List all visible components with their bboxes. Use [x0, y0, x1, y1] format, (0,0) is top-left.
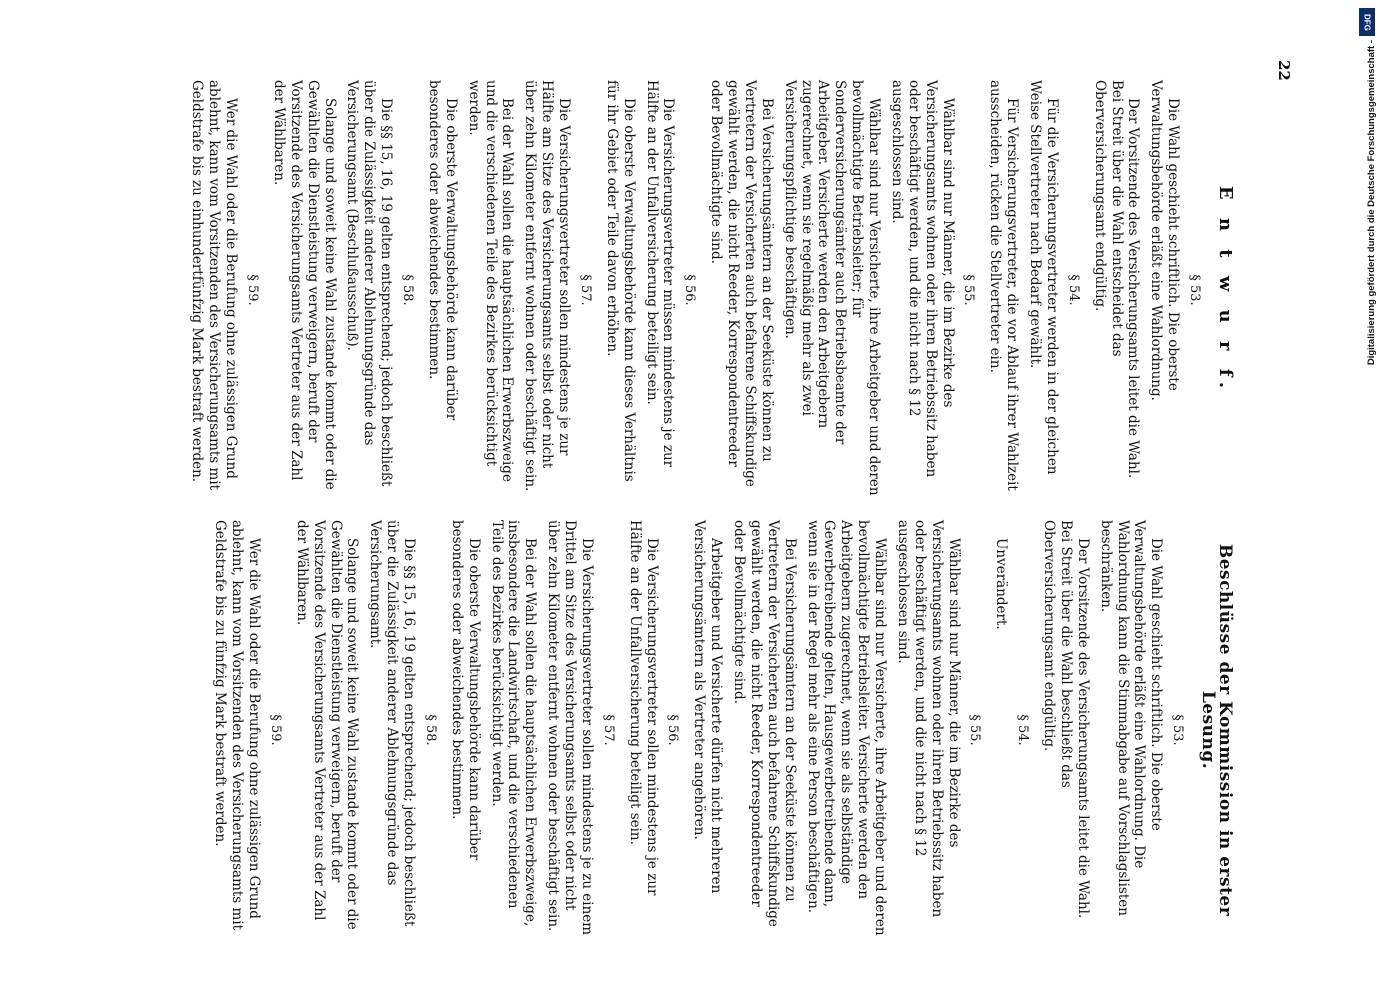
section-number: § 56. [682, 274, 698, 306]
commission-column [206, 520, 1234, 940]
section-number: § 56. [665, 714, 681, 746]
section-paragraph: Die §§ 15, 16, 19 gelten entsprechend; jedoch beschließt über die Zulässigkeit anderer Ablehnungsgründe das Versicherungsamt. [367, 520, 418, 927]
digitization-credit: Digitalisierung gefördert durch die Deutsche Forschungsgemeinschaft - [1366, 40, 1377, 366]
section-paragraph: Unverändert. [993, 538, 1010, 630]
section-paragraph: Für die Versicherungsvertreter werden in der gleichen Weise Stellvertreter nach Bedarf gewählt. [1027, 80, 1060, 475]
section-paragraph: Wählbar sind nur Versicherte, ihre Arbeitgeber und deren bevollmächtigte Betriebsleiter. Versicherte werden den Arbeitgebern zugerechnet, wenn sie als selbständige Gewerbetreibende gelten, Hausgewerbetreibende dann, wenn sie in der Regel mehr als eine Person beschäftigen. [804, 520, 889, 936]
section-paragraph: Die Versicherungsvertreter sollen mindestens je zu einem Drittel am Sitze des Versicherungsamts selbst oder nicht über zehn Kilometer entfernt wohnen oder beschäftigt sein. [545, 520, 595, 936]
section-paragraph: Wählbar sind nur Versicherte, ihre Arbeitgeber und deren bevollmächtigte Betriebsleiter; für Sonderversicherungsämter auch Betriebsbeamte der Arbeitgeber. Versicherte werden den Arbeitgebern zugerechnet, wenn sie regelmäßig mehr als zwei Versicherungspflichtige beschäftigen. [781, 80, 883, 496]
dfg-logo: DFG [1359, 8, 1375, 36]
section-paragraph: Bei der Wahl sollen die hauptsächlichen Erwerbszweige, insbesondere die Landwirtschaft, und die verschiedenen Teile des Bezirkes berücksichtigt werden. [488, 520, 539, 927]
section-paragraph: Die Wahl geschieht schriftlich. Die oberste Verwaltungsbehörde erläßt eine Wahlordnung. [1148, 80, 1182, 401]
section-paragraph: Die §§ 15, 16, 19 gelten entsprechend; jedoch beschließt über die Zulässigkeit anderer Ablehnungsgründe das Versicherungsamt (Beschlußausschuß). [344, 80, 395, 487]
page-number: 22 [1275, 60, 1293, 81]
section-paragraph: Bei Versicherungsämtern an der Seeküste können zu Vertretern der Versicherten auch befahrene Schiffskundige gewählt werden, die nicht Reeder, Korrespondentreeder oder Bevollmächtigte sind. [731, 520, 798, 927]
section-paragraph: Bei der Wahl sollen die hauptsächlichen Erwerbszweige und die verschiedenen Teile des Bezirkes berücksichtigt werden. [465, 80, 516, 482]
commission-heading: Beschlüsse der Kommission in erster Lesung. [1198, 543, 1235, 917]
section-number: § 57. [600, 714, 616, 746]
draft-column [183, 80, 1236, 500]
section-number: § 53. [1170, 714, 1186, 746]
section-number: § 58. [423, 714, 438, 746]
section-number: § 55. [967, 714, 983, 746]
section-paragraph: Für Versicherungsvertreter, die vor Ablauf ihrer Wahlzeit ausscheiden, rücken die Stellvertreter ein. [987, 80, 1021, 491]
section-number: § 58. [400, 274, 416, 306]
section-number: § 57. [578, 274, 593, 306]
section-paragraph: Die Versicherungsvertreter sollen mindestens je zur Hälfte an der Unfallversicherung beteiligt sein. [626, 520, 660, 896]
section-paragraph: Die oberste Verwaltungsbehörde kann darüber besonderes oder abweichendes bestimmen. [448, 520, 482, 861]
section-paragraph: Der Vorsitzende des Versicherungsamts leitet die Wahl. Bei Streit über die Wahl beschließt das Oberversicherungsamt endgültig. [1041, 520, 1091, 919]
section-paragraph: Wählbar sind nur Männer, die im Bezirke des Versicherungsamts wohnen oder ihren Betriebssitz haben oder beschäftigt werden, und die nicht nach § 12 ausgeschlossen sind. [895, 520, 962, 918]
section-paragraph: Bei Versicherungsämtern an der Seeküste können zu Vertretern der Versicherten auch befahrene Schiffskundige gewählt werden, die nicht Reeder, Korrespondentreeder oder Bevollmächtigte sind. [708, 80, 775, 487]
draft-heading: E n t w u r f. [1215, 185, 1236, 395]
section-paragraph: Arbeitgeber und Versicherte dürfen nicht mehreren Versicherungsämtern als Vertreter angehören. [691, 520, 725, 894]
section-paragraph: Solange und soweit keine Wahl zustande kommt oder die Gewählten die Dienstleistung verweigern, beruft der Vorsitzende des Versicherungsamts Vertreter aus der Zahl der Wählbaren. [271, 80, 338, 490]
section-number: § 55. [961, 274, 977, 306]
section-number: § 53. [1187, 274, 1203, 306]
section-paragraph: Wer die Wahl oder die Berufung ohne zulässigen Grund ablehnt, kann vom Vorsitzenden des Versicherungsamts mit Geldstrafe bis zu fünfzig Mark bestraft werden. [212, 520, 263, 931]
section-paragraph: Wer die Wahl oder die Berufung ohne zulässigen Grund ablehnt, kann vom Vorsitzenden des Versicherungsamts mit Geldstrafe bis zu einhundertfünfzig Mark bestraft werden. [189, 80, 240, 491]
section-paragraph: Die oberste Verwaltungsbehörde kann darüber besonderes oder abweichendes bestimmen. [426, 80, 459, 421]
section-paragraph: Der Vorsitzende des Versicherungsamts leitet die Wahl. Bei Streit über die Wahl entscheidet das Oberversicherungsamt endgültig. [1091, 80, 1142, 479]
section-paragraph: Die oberste Verwaltungsbehörde kann dieses Verhältnis für ihr Gebiet oder Teile davon erhöhen. [603, 80, 637, 482]
section-paragraph: Wählbar sind nur Männer, die im Bezirke des Versicherungsamts wohnen oder ihren Betriebssitz haben oder beschäftigt werden, und die nicht nach § 12 ausgeschlossen sind. [889, 80, 956, 478]
section-paragraph: Die Wahl geschieht schriftlich. Die oberste Verwaltungsbehörde erläßt eine Wahlordnung. Die Wahlordnung kann die Stimmabgabe auf Vorschlagslisten beschränken. [1097, 520, 1165, 916]
section-number: § 54. [1015, 714, 1031, 746]
section-paragraph: Solange und soweit keine Wahl zustande kommt oder die Gewählten die Dienstleistung verweigern, beruft der Vorsitzende des Versicherungsamts Vertreter aus der Zahl der Wählbaren. [293, 520, 361, 930]
section-number: § 59. [245, 274, 261, 306]
section-paragraph: Die Versicherungsvertreter sollen mindestens je zur Hälfte am Sitze des Versicherungsamts selbst oder nicht über zehn Kilometer entfernt wohnen oder beschäftigt sein. [522, 80, 573, 492]
section-paragraph: Die Versicherungsvertreter müssen mindestens je zur Hälfte an der Unfallversicherung beteiligt sein. [643, 80, 677, 468]
section-number: § 59. [268, 714, 283, 746]
section-number: § 54. [1065, 274, 1081, 306]
